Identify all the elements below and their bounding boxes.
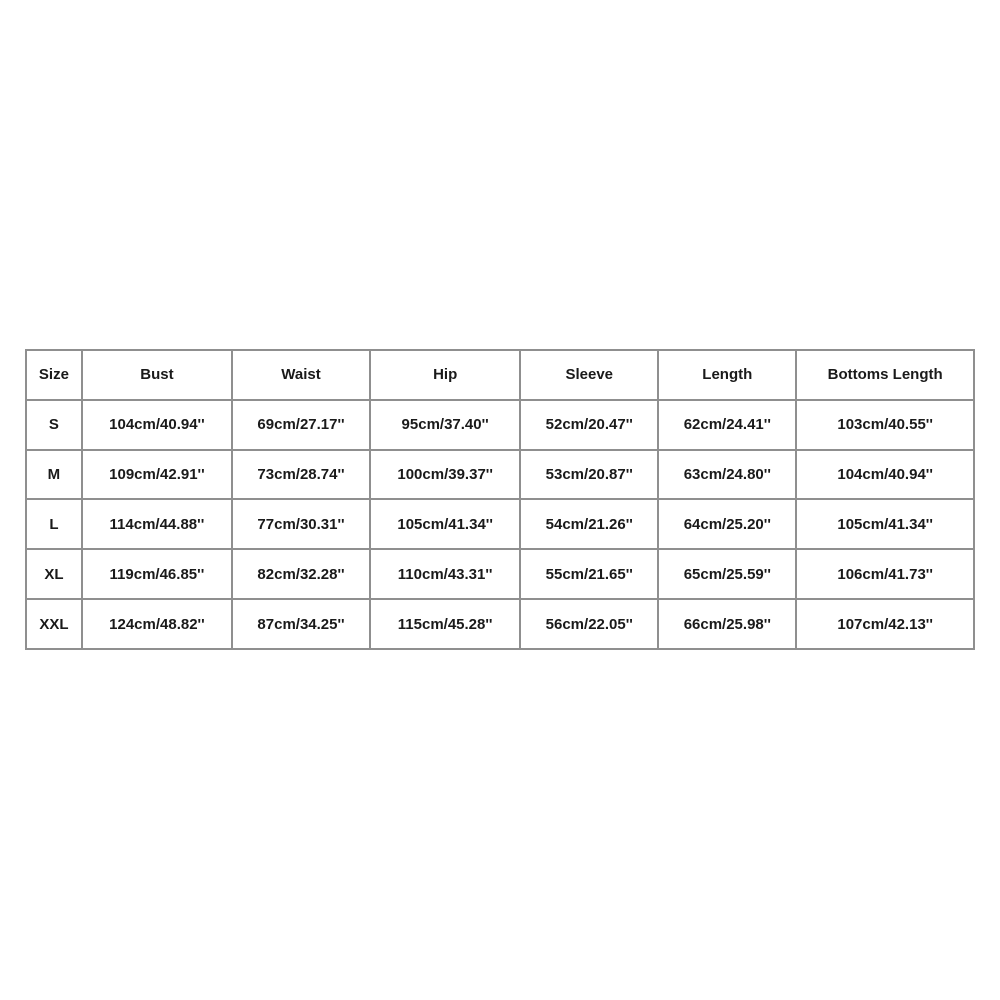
waist-cell: 69cm/27.17'' xyxy=(232,400,370,450)
bottoms-length-cell: 105cm/41.34'' xyxy=(796,499,974,549)
header-bust: Bust xyxy=(82,350,232,400)
length-cell: 65cm/25.59'' xyxy=(658,549,796,599)
table-header-row xyxy=(26,350,974,400)
table-row xyxy=(26,400,974,450)
table-row xyxy=(26,450,974,500)
size-cell: XXL xyxy=(26,599,82,649)
size-cell: XL xyxy=(26,549,82,599)
hip-cell: 95cm/37.40'' xyxy=(370,400,520,450)
length-cell: 64cm/25.20'' xyxy=(658,499,796,549)
bust-cell: 109cm/42.91'' xyxy=(82,450,232,500)
bottoms-length-cell: 107cm/42.13'' xyxy=(796,599,974,649)
table-row xyxy=(26,599,974,649)
length-cell: 62cm/24.41'' xyxy=(658,400,796,450)
header-hip: Hip xyxy=(370,350,520,400)
bust-cell: 119cm/46.85'' xyxy=(82,549,232,599)
waist-cell: 87cm/34.25'' xyxy=(232,599,370,649)
hip-cell: 105cm/41.34'' xyxy=(370,499,520,549)
header-length: Length xyxy=(658,350,796,400)
bust-cell: 104cm/40.94'' xyxy=(82,400,232,450)
header-sleeve: Sleeve xyxy=(520,350,658,400)
waist-cell: 73cm/28.74'' xyxy=(232,450,370,500)
sleeve-cell: 55cm/21.65'' xyxy=(520,549,658,599)
size-cell: L xyxy=(26,499,82,549)
header-size: Size xyxy=(26,350,82,400)
bottoms-length-cell: 103cm/40.55'' xyxy=(796,400,974,450)
table-row xyxy=(26,549,974,599)
length-cell: 66cm/25.98'' xyxy=(658,599,796,649)
bust-cell: 114cm/44.88'' xyxy=(82,499,232,549)
waist-cell: 77cm/30.31'' xyxy=(232,499,370,549)
sleeve-cell: 52cm/20.47'' xyxy=(520,400,658,450)
bottoms-length-cell: 104cm/40.94'' xyxy=(796,450,974,500)
sleeve-cell: 56cm/22.05'' xyxy=(520,599,658,649)
waist-cell: 82cm/32.28'' xyxy=(232,549,370,599)
hip-cell: 115cm/45.28'' xyxy=(370,599,520,649)
sleeve-cell: 53cm/20.87'' xyxy=(520,450,658,500)
bottoms-length-cell: 106cm/41.73'' xyxy=(796,549,974,599)
size-cell: M xyxy=(26,450,82,500)
table-row xyxy=(26,499,974,549)
hip-cell: 100cm/39.37'' xyxy=(370,450,520,500)
size-chart-table xyxy=(25,349,975,650)
length-cell: 63cm/24.80'' xyxy=(658,450,796,500)
header-waist: Waist xyxy=(232,350,370,400)
size-cell: S xyxy=(26,400,82,450)
sleeve-cell: 54cm/21.26'' xyxy=(520,499,658,549)
header-bottoms-length: Bottoms Length xyxy=(796,350,974,400)
hip-cell: 110cm/43.31'' xyxy=(370,549,520,599)
bust-cell: 124cm/48.82'' xyxy=(82,599,232,649)
